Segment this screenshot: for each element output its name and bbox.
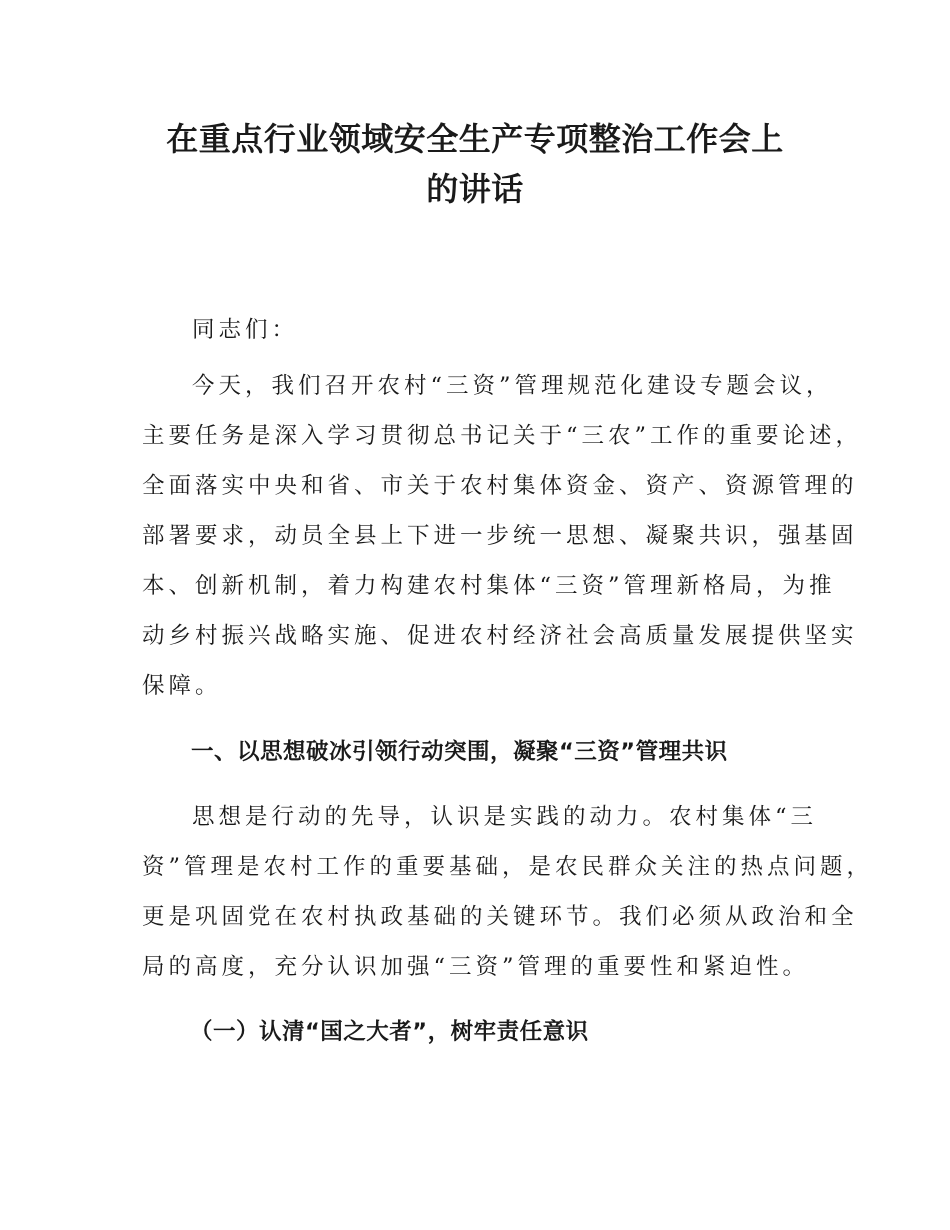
paragraph-1-line: 保障。 (142, 673, 222, 699)
document-title-line-2: 的讲话 (426, 170, 524, 208)
paragraph-2-line: 资”管理是农村工作的重要基础，是农民群众关注的热点问题， (142, 854, 874, 880)
paragraph-2-line: 思想是行动的先导，认识是实践的动力。农村集体“三 (192, 804, 818, 830)
paragraph-2-line: 局的高度，充分认识加强“三资”管理的重要性和紧迫性。 (142, 954, 810, 980)
paragraph-1-line: 部署要求，动员全县上下进一步统一思想、凝聚共识，强基固 (142, 523, 858, 549)
subsection-heading-1: （一）认清“国之大者”，树牢责任意识 (190, 1019, 589, 1045)
paragraph-1-line: 动乡村振兴战略实施、促进农村经济社会高质量发展提供坚实 (142, 623, 858, 649)
paragraph-1-line: 本、创新机制，着力构建农村集体“三资”管理新格局，为推 (142, 573, 836, 599)
paragraph-2 (142, 792, 874, 992)
greeting-text: 同志们： (192, 317, 299, 343)
paragraph-1-line: 今天，我们召开农村“三资”管理规范化建设专题会议， (192, 373, 833, 399)
paragraph-1-line: 主要任务是深入学习贯彻总书记关于“三农”工作的重要论述， (142, 423, 863, 449)
paragraph-1 (142, 361, 863, 711)
section-heading-1: 一、以思想破冰引领行动突围，凝聚“三资”管理共识 (191, 739, 728, 765)
greeting (142, 305, 830, 355)
document-title-line-1: 在重点行业领域安全生产专项整治工作会上 (166, 120, 784, 158)
paragraph-1-line: 全面落实中央和省、市关于农村集体资金、资产、资源管理的 (142, 473, 858, 499)
paragraph-2-line: 更是巩固党在农村执政基础的关键环节。我们必须从政治和全 (142, 904, 858, 930)
